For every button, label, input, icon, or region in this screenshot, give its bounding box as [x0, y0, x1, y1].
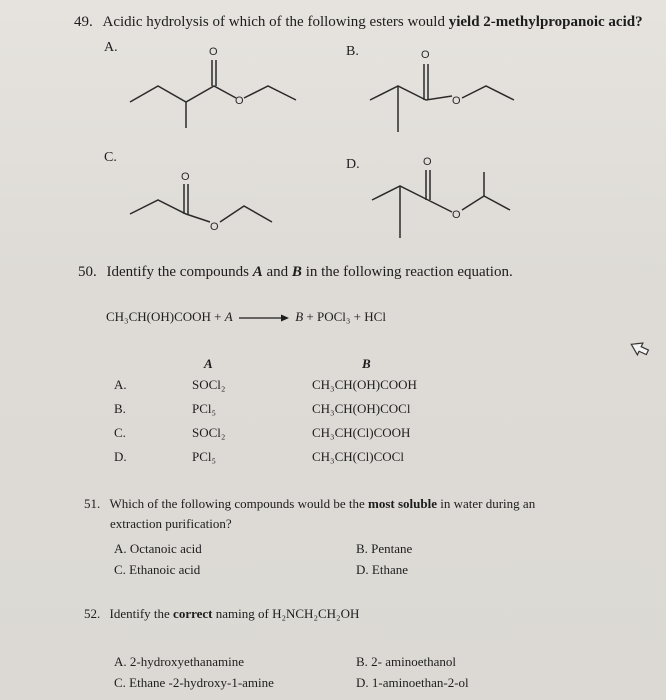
q49-option-b-label: B.	[346, 44, 359, 59]
mouse-cursor-icon	[628, 340, 650, 360]
q51-option-c: C. Ethanoic acid	[114, 562, 201, 577]
structure-a-ester-o: O	[235, 95, 244, 107]
q50-row-label: C.	[114, 425, 126, 440]
q49-text-bold: yield 2-methylpropanoic acid?	[448, 14, 643, 30]
structure-d-chain	[372, 186, 452, 212]
q50-row-a-value: PCl₅	[192, 401, 217, 416]
structure-b-carbonyl-o: O	[421, 49, 430, 61]
q51-question-line2: extraction purification?	[110, 516, 232, 531]
q49-option-a-label: A.	[104, 40, 118, 55]
q51-option-a: A. Octanoic acid	[114, 541, 202, 556]
q51-option-b: B. Pentane	[356, 541, 413, 556]
q50-row-label: A.	[114, 377, 127, 392]
q52-question: 52. Identify the correct naming of H₂NCH₂CH₂OH	[84, 606, 360, 621]
structure-c-ester-o: O	[210, 221, 219, 233]
q49-text: Acidic hydrolysis of which of the following esters would	[102, 14, 449, 30]
q50-row-b-value: CH₃CH(Cl)COOH	[312, 425, 411, 440]
structure-d-ester-o: O	[452, 209, 461, 221]
q52-option-a: A. 2-hydroxyethanamine	[114, 654, 244, 669]
structure-b-ester-o: O	[452, 95, 461, 107]
q52-option-c: C. Ethane -2-hydroxy-1-amine	[114, 675, 274, 690]
q49-number: 49.	[74, 14, 93, 30]
structure-c-carbonyl-o: O	[181, 171, 190, 183]
q50-row-a-value: SOCl₂	[192, 425, 226, 440]
q52-number: 52.	[84, 606, 101, 621]
q49-option-d-label: D.	[346, 157, 360, 172]
q51-number: 51.	[84, 496, 101, 511]
q50-row-b-value: CH₃CH(Cl)COCl	[312, 449, 404, 464]
q50-row-b-value: CH₃CH(OH)COCl	[312, 401, 411, 416]
q50-row-label: D.	[114, 449, 127, 464]
q52-option-d: D. 1-aminoethan-2-ol	[356, 675, 469, 690]
q52-option-b: B. 2- aminoethanol	[356, 654, 457, 669]
reaction-arrow-icon	[239, 313, 289, 323]
q50-question: 50. Identify the compounds A and B in the following reaction equation.	[78, 264, 513, 280]
q50-col-b-header: B	[362, 356, 371, 371]
q50-row-label: B.	[114, 401, 126, 416]
q51-question: 51. Which of the following compounds would be the most soluble in water during an	[84, 496, 536, 511]
q50-row-a-value: PCl₅	[192, 449, 217, 464]
q50-number: 50.	[78, 264, 97, 280]
structure-d-carbonyl-o: O	[423, 156, 432, 168]
q50-row-a-value: SOCl₂	[192, 377, 226, 392]
q51-option-d: D. Ethane	[356, 562, 408, 577]
q50-row-b-value: CH₃CH(OH)COOH	[312, 377, 417, 392]
structure-a-carbonyl-o: O	[209, 46, 218, 58]
q49-option-c-label: C.	[104, 150, 117, 165]
q50-col-a-header: A	[204, 356, 213, 371]
q50-reaction-equation: CH₃CH(OH)COOH + A B + POCl₃ + HCl	[106, 309, 386, 324]
q49-structure-d	[0, 0, 666, 260]
